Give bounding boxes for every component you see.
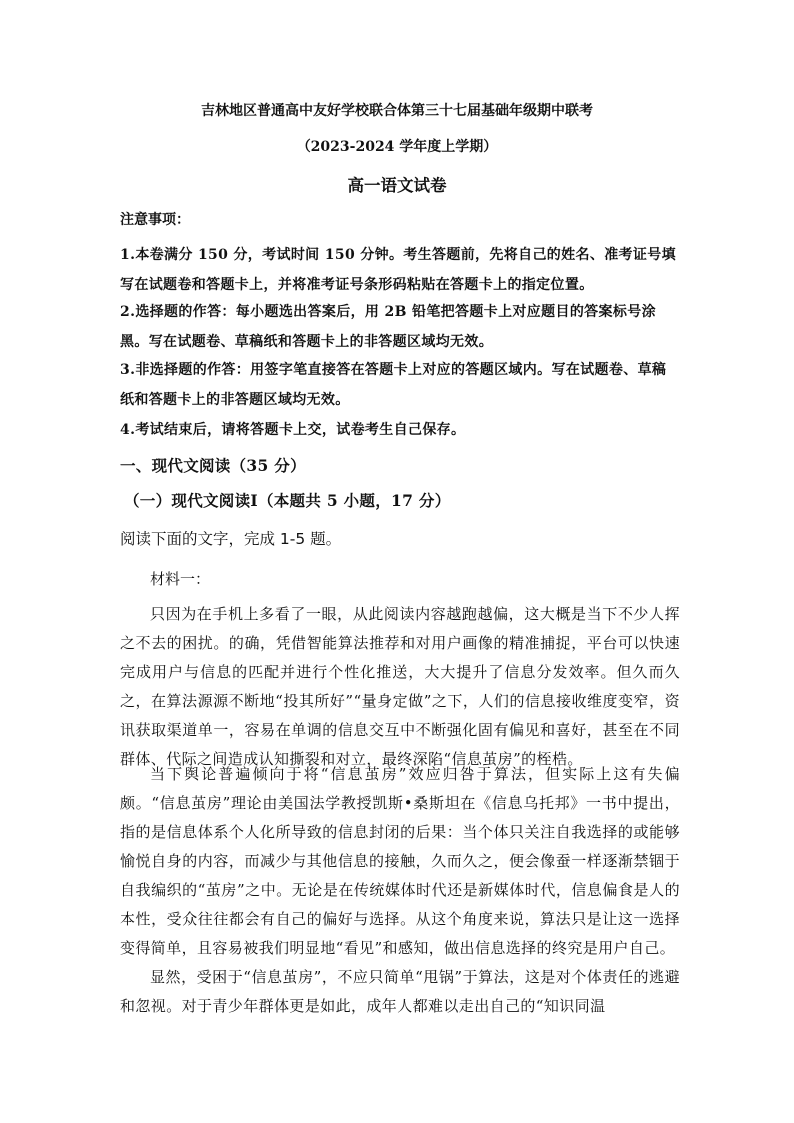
material-label: 材料一： bbox=[150, 570, 211, 588]
passage-paragraph-1: 只因为在手机上多看了一眼，从此阅读内容越跑越偏，这大概是当下不少人挥之不去的困扰。的确，凭借智能算法推荐和对用户画像的精准捕捉，平台可以快速完成用户与信息的匹配并进行个性化推送，大大提升了信息分发效率。但久而久之，在算法源源不断地“投其所好”“量身定做”之下，人们的信息接收维度变窄，资讯获取渠道单一，容易在单调的信息交互中不断强化固有偏见和喜好，甚至在不同群体、代际之间造成认知撕裂和对立，最终深陷“信息茧房”的桎梏。 bbox=[120, 605, 680, 768]
section-heading: 一、现代文阅读（35 分） bbox=[120, 456, 306, 475]
exam-subject: 高一语文试卷 bbox=[347, 176, 447, 195]
reading-instruction: 阅读下面的文字，完成 1-5 题。 bbox=[120, 530, 342, 548]
exam-title: 吉林地区普通高中友好学校联合体第三十七届基础年级期中联考 bbox=[201, 103, 593, 119]
notice-item-4: 4.考试结束后，请将答题卡上交，试卷考生自己保存。 bbox=[120, 422, 466, 438]
notice-item-1: 1.本卷满分 150 分，考试时间 150 分钟。考生答题前，先将自己的姓名、准考证号填写在试题卷和答题卡上，并将准考证号条形码粘贴在答题卡上的指定位置。 bbox=[120, 247, 676, 293]
passage-paragraph-2: 当下舆论普遍倾向于将“信息茧房”效应归咎于算法，但实际上这有失偏颇。“信息茧房”理论由美国法学教授凯斯•桑斯坦在《信息乌托邦》一书中提出，指的是信息体系个人化所导致的信息封闭的后果：当个体只关注自我选择的或能够愉悦自身的内容，而减少与其他信息的接触，久而久之，便会像蚕一样逐渐禁锢于自我编织的“茧房”之中。无论是在传统媒体时代还是新媒体时代，信息偏食是人的本性，受众往往都会有自己的偏好与选择。从这个角度来说，算法只是让这一选择变得简单，且容易被我们明显地“看见”和感知，做出信息选择的终究是用户自己。 bbox=[120, 765, 680, 957]
notice-heading: 注意事项： bbox=[120, 212, 190, 228]
exam-term: （2023-2024 学年度上学期） bbox=[296, 139, 498, 155]
passage-paragraph-3: 显然，受困于“信息茧房”，不应只简单“甩锅”于算法，这是对个体责任的逃避和忽视。对于青少年群体更是如此，成年人都难以走出自己的“知识同温 bbox=[120, 968, 680, 1015]
notice-item-2: 2.选择题的作答：每小题选出答案后，用 2B 铅笔把答题卡上对应题目的答案标号涂黑。写在试题卷、草稿纸和答题卡上的非答题区域均无效。 bbox=[120, 304, 656, 350]
notice-item-3: 3.非选择题的作答：用签字笔直接答在答题卡上对应的答题区域内。写在试题卷、草稿纸和答题卡上的非答题区域均无效。 bbox=[120, 362, 667, 408]
subsection-heading: （一）现代文阅读Ⅰ（本题共 5 小题，17 分） bbox=[124, 491, 451, 510]
